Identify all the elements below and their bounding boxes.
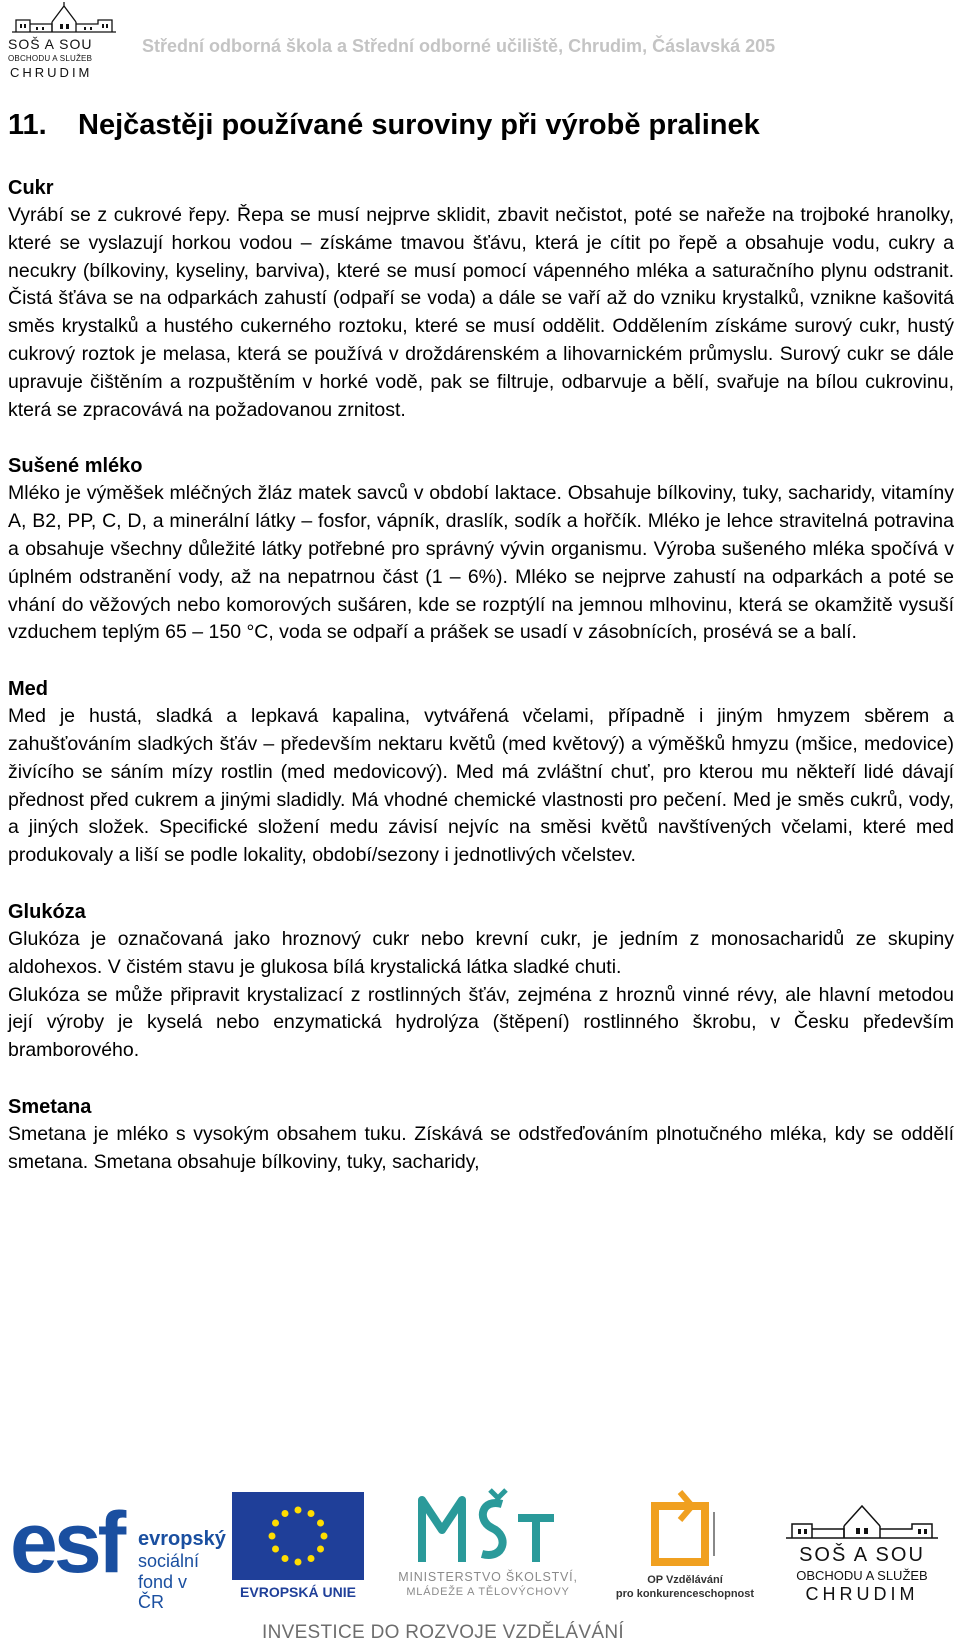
- esf-mark: esf: [10, 1495, 123, 1591]
- eu-flag-icon: [232, 1492, 364, 1580]
- school-line2: OBCHODU A SLUŽEB: [796, 1568, 928, 1583]
- paragraph: Med je hustá, sladká a lepkavá kapalina, vytvářená včelami, případně i jiným hmyzem sběrem a zahušťováním sladkých šťáv – především nektaru květů (med květový) a výměšků hmyzu (mšice, medovice) živícího se sáním mízy rostlin (med medovicový). Med má zvláštní chuť, pro kterou mu někteří lidé dávají přednost před cukrem a jinými sladidly. Má vhodné chemické vlastnosti pro pečení. Med je směs cukrů, vody, a jiných složek. Specifické složení medu závisí nejvíc na směsi květů navštívených včelami, které med produkovaly a liší se podle lokality, období/sezony i jednotlivých včelstev.: [8, 705, 954, 867]
- opvk-line1: OP Vzdělávání: [647, 1574, 723, 1586]
- msmt-mark-icon: [378, 1482, 598, 1568]
- msmt-line1: MINISTERSTVO ŠKOLSTVÍ,: [398, 1570, 578, 1584]
- esf-line3: fond v ČR: [138, 1572, 188, 1612]
- section-title: Med: [8, 678, 48, 701]
- logo-line3: CHRUDIM: [10, 65, 93, 80]
- paragraph: Glukóza se může připravit krystalizací z rostlinných šťáv, zejména z hroznů vinné révy, ale hlavní metodou její výroby je kyselá nebo enzymatická hydrolýza (štěpení) rostlinného škrobu, v Česku především bramborového.: [8, 983, 954, 1062]
- chapter-title: Nejčastěji používané suroviny při výrobě pralinek: [78, 109, 760, 141]
- opvk-line2: pro konkurenceschopnost: [615, 1588, 755, 1600]
- esf-line2: sociální: [138, 1551, 200, 1571]
- logo-line1: SOŠ A SOU: [8, 36, 93, 52]
- paragraph: Mléko je výměšek mléčných žláz matek savců v období laktace. Obsahuje bílkoviny, tuky, sacharidy, vitamíny A, B2, PP, C, D, a minerální látky – fosfor, vápník, draslík, sodík a hořčík. Mléko je lehce stravitelná potravina a obsahuje všechny důležité látky potřebné pro správný vývin organismu. Výroba sušeného mléka spočívá v úplném odstranění vody, až na nepatrnou část (1 – 6%). Mléko se nejprve zahustí na odparkách a poté se vhání do věžových nebo komorových sušáren, kde se rozptýlí na jemnou mlhovinu, která se okamžitě vysuší vzduchem teplým 65 – 150 °C, voda se odpaří a prášek se usadí v zásobnících, prosévá se a balí.: [8, 482, 954, 644]
- section-cukr: [8, 174, 954, 424]
- eu-logo: [232, 1492, 364, 1602]
- page-title: [8, 108, 954, 142]
- school-logo-footer: [772, 1502, 952, 1602]
- msmt-line2: MLÁDEŽE A TĚLOVÝCHOVY: [406, 1586, 570, 1598]
- paragraph: Glukóza je označovaná jako hroznový cukr nebo krevní cukr, je jedním z monosacharidů ze skupiny aldohexos. V čistém stavu je glukosa bílá krystalická látka sladké chuti.: [8, 927, 954, 978]
- paragraph: Smetana je mléko s vysokým obsahem tuku. Získává se odstřeďováním plnotučného mléka, kdy se oddělí smetana. Smetana obsahuje bílkoviny, tuky, sacharidy,: [8, 1122, 954, 1173]
- eu-label: EVROPSKÁ UNIE: [240, 1584, 356, 1600]
- school-logo: [8, 2, 120, 80]
- section-title: Sušené mléko: [8, 455, 143, 478]
- chapter-number: 11.: [8, 109, 47, 141]
- school-line1: SOŠ A SOU: [799, 1544, 925, 1566]
- section-med: [8, 675, 954, 870]
- esf-logo: [10, 1492, 226, 1612]
- msmt-logo: [378, 1482, 598, 1602]
- opvk-logo: [610, 1486, 760, 1602]
- footer-tagline: INVESTICE DO ROZVOJE VZDĚLÁVÁNÍ: [262, 1622, 624, 1643]
- paragraph: Vyrábí se z cukrové řepy. Řepa se musí nejprve sklidit, zbavit nečistot, poté se nařeže na trojboké hranolky, které se vyslazují horkou vodou – získáme tmavou šťávu, která je cítit po řepě a obsahuje vodu, cukry a necukry (bílkoviny, kyseliny, barviva), které se musí pomocí vápenného mléka a saturačního plynu odstranit. Čistá šťáva se na odparkách zahustí (odpaří se voda) a dále se vaří až do vzniku krystalků, vznikne kašovitá směs krystalků a hustého cukerného roztoku, které se musí oddělit. Oddělením získáme surový cukr, hustý cukrový roztok je melasa, která se používá v droždárenském a lihovarnickém průmyslu. Surový cukr se dále upravuje čištěním a rozpuštěním v horké vodě, pak se filtruje, odbarvuje a bělí, svařuje na bílou cukrovinu, která se zpracovává na požadovanou zrnitost.: [8, 204, 954, 421]
- logo-line2: OBCHODU A SLUŽEB: [8, 54, 93, 63]
- section-mleko: [8, 452, 954, 647]
- castle-icon: [772, 1502, 952, 1542]
- section-title: Cukr: [8, 177, 54, 199]
- opvk-mark-icon: [610, 1486, 760, 1572]
- page-header: [0, 0, 960, 84]
- section-glukoza: [8, 898, 954, 1065]
- castle-icon: [8, 2, 120, 36]
- section-title: Smetana: [8, 1095, 92, 1118]
- section-smetana: [8, 1093, 954, 1177]
- school-line3: CHRUDIM: [805, 1584, 919, 1604]
- header-title: Střední odborná škola a Střední odborné učiliště, Chrudim, Čáslavská 205: [142, 36, 776, 56]
- esf-line1: evropský: [138, 1528, 226, 1550]
- page-footer: [0, 1482, 960, 1641]
- document-body: [8, 108, 954, 1205]
- section-title: Glukóza: [8, 900, 86, 923]
